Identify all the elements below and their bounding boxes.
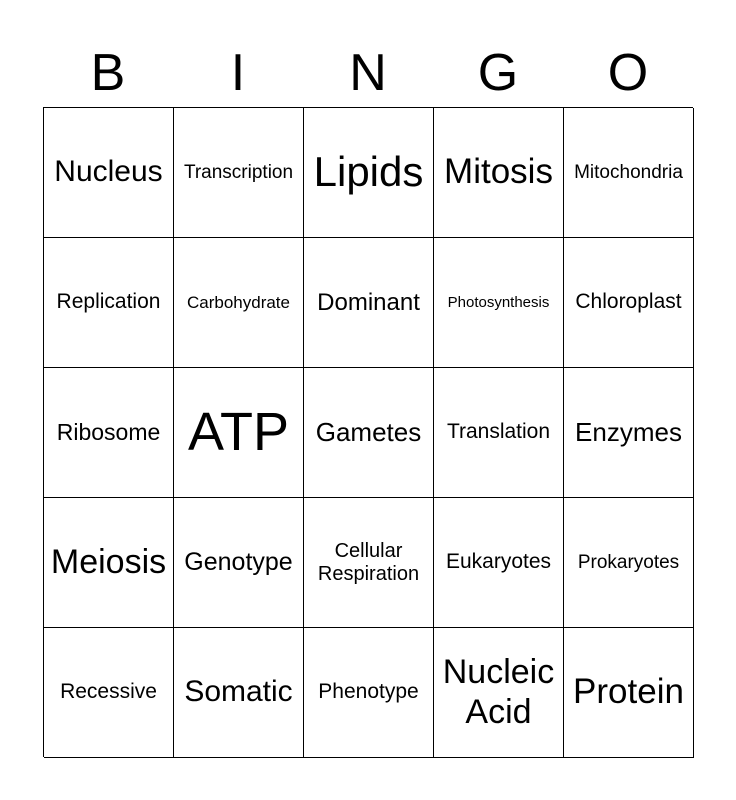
bingo-board <box>43 107 693 757</box>
bingo-cell[interactable]: Dominant <box>304 238 434 368</box>
bingo-cell[interactable]: Meiosis <box>44 498 174 628</box>
header-letter-g: G <box>477 44 519 102</box>
bingo-cell[interactable]: Somatic <box>174 628 304 758</box>
bingo-cell[interactable]: Ribosome <box>44 368 174 498</box>
bingo-cell[interactable]: Chloroplast <box>564 238 694 368</box>
bingo-cell[interactable]: Recessive <box>44 628 174 758</box>
bingo-cell[interactable]: Mitochondria <box>564 108 694 238</box>
bingo-cell[interactable]: Phenotype <box>304 628 434 758</box>
bingo-cell[interactable]: Genotype <box>174 498 304 628</box>
bingo-cell[interactable]: Gametes <box>304 368 434 498</box>
bingo-cell[interactable]: Transcription <box>174 108 304 238</box>
bingo-cell[interactable]: Nucleic Acid <box>434 628 564 758</box>
bingo-cell[interactable]: Translation <box>434 368 564 498</box>
header-letter-b: B <box>90 44 126 102</box>
bingo-cell[interactable]: Eukaryotes <box>434 498 564 628</box>
header-letter-n: N <box>349 44 387 102</box>
bingo-cell[interactable]: Carbohydrate <box>174 238 304 368</box>
bingo-header <box>43 40 693 106</box>
bingo-cell[interactable]: Cellular Respiration <box>304 498 434 628</box>
header-letter-o: O <box>607 44 649 102</box>
header-letter-i: I <box>230 44 246 102</box>
bingo-cell[interactable]: Enzymes <box>564 368 694 498</box>
bingo-cell[interactable]: Photosynthesis <box>434 238 564 368</box>
bingo-cell[interactable]: Mitosis <box>434 108 564 238</box>
bingo-cell[interactable]: Replication <box>44 238 174 368</box>
bingo-cell[interactable]: ATP <box>174 368 304 498</box>
bingo-cell[interactable]: Prokaryotes <box>564 498 694 628</box>
bingo-cell[interactable]: Lipids <box>304 108 434 238</box>
bingo-cell[interactable]: Protein <box>564 628 694 758</box>
bingo-cell[interactable]: Nucleus <box>44 108 174 238</box>
